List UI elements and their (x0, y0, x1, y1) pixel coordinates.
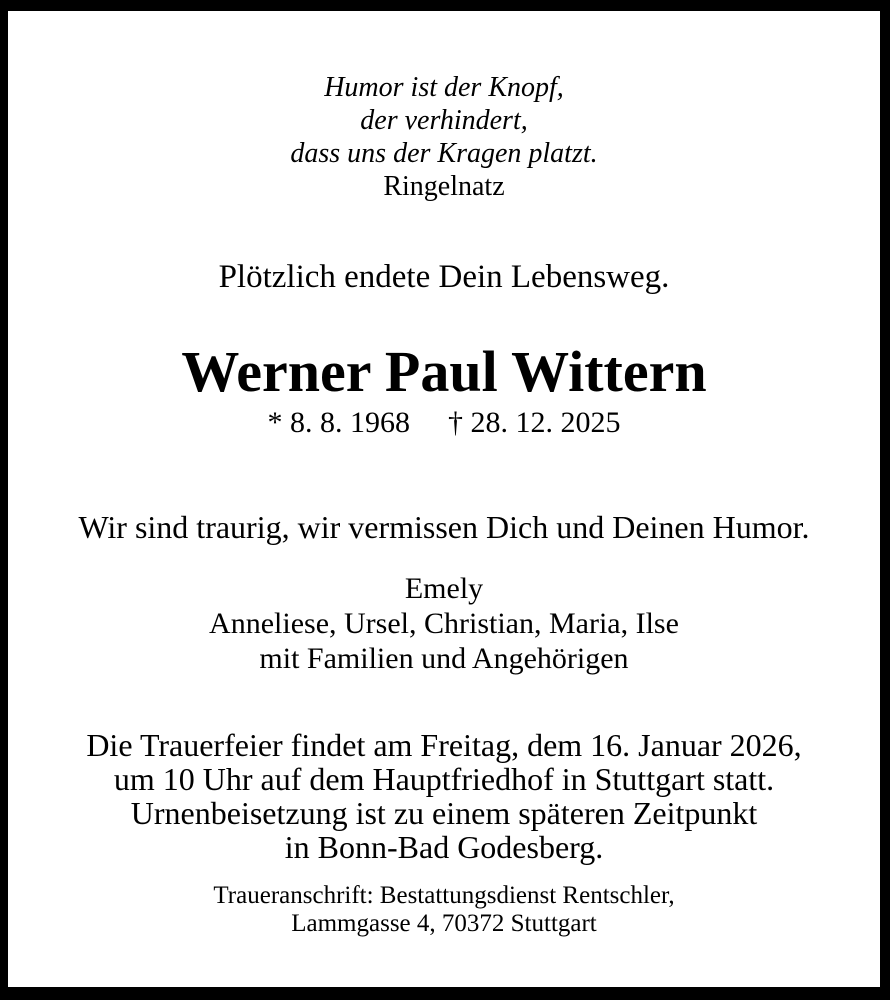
obituary-sheet (8, 11, 880, 987)
quote-line: Humor ist der Knopf, (324, 72, 564, 103)
ceremony-line: in Bonn-Bad Godesberg. (284, 829, 604, 865)
deceased-name: Werner Paul Wittern (181, 339, 707, 404)
mourners-block (8, 571, 880, 676)
address-block (8, 882, 880, 938)
dates-line (8, 403, 880, 443)
address-line: Lammgasse 4, 70372 Stuttgart (291, 910, 597, 937)
ceremony-line: Urnenbeisetzung ist zu einem späteren Zeitpunkt (130, 795, 758, 831)
mourner-line: Emely (404, 572, 484, 605)
death-date: † 28. 12. 2025 (448, 406, 621, 439)
mourner-line: Anneliese, Ursel, Christian, Maria, Ilse (209, 607, 679, 640)
quote-line: der verhindert, (360, 105, 528, 136)
birth-date: * 8. 8. 1968 (267, 406, 410, 439)
ceremony-line: um 10 Uhr auf dem Hauptfriedhof in Stuttgart statt. (113, 761, 775, 797)
address-line: Traueranschrift: Bestattungsdienst Rentschler, (213, 882, 675, 909)
ceremony-line: Die Trauerfeier findet am Freitag, dem 16. Januar 2026, (86, 727, 802, 763)
quote-attribution: Ringelnatz (383, 171, 505, 202)
ceremony-block (8, 728, 880, 864)
intro-line: Plötzlich endete Dein Lebensweg. (218, 259, 670, 295)
quote-line: dass uns der Kragen platzt. (290, 138, 598, 169)
condolence-message: Wir sind traurig, wir vermissen Dich und Deinen Humor. (78, 509, 810, 545)
quote-block (8, 71, 880, 203)
mourner-line: mit Familien und Angehörigen (259, 642, 629, 675)
